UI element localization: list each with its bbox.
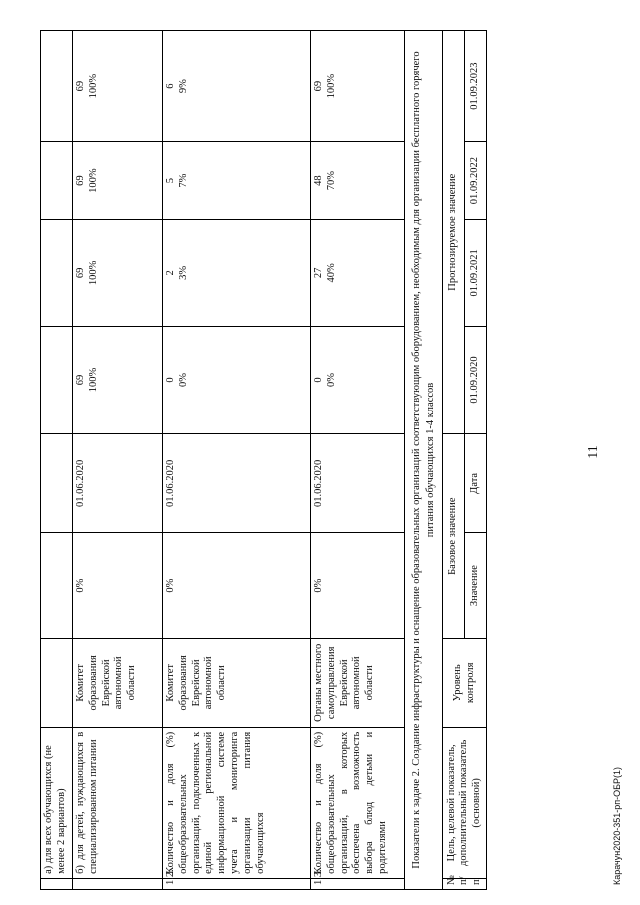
header-forecast-date: 01.09.2020	[465, 326, 487, 434]
row-num: 1.2.	[163, 878, 311, 889]
base-date-cell: 01.06.2020	[163, 434, 311, 533]
base-value-cell	[41, 533, 73, 639]
header-base-value: Значение	[465, 533, 487, 639]
base-value-cell: 0%	[73, 533, 163, 639]
header-row	[443, 31, 465, 890]
base-date-cell: 01.06.2020	[311, 434, 405, 533]
indicator-cell: а) для всех обучающихся (не менее 2 вариантов)	[41, 727, 73, 878]
level-cell: Комитет образования Еврейской автономной области	[163, 638, 311, 727]
value-cell: 69 100%	[311, 31, 405, 142]
value-cell	[41, 326, 73, 434]
base-date-cell	[41, 434, 73, 533]
table-row	[41, 31, 73, 890]
level-cell	[41, 638, 73, 727]
indicators-table	[40, 30, 487, 890]
header-forecast-date: 01.09.2023	[465, 31, 487, 142]
base-value-cell: 0%	[311, 533, 405, 639]
base-value-cell: 0%	[163, 533, 311, 639]
header-forecast-date: 01.09.2021	[465, 219, 487, 326]
value-cell	[41, 142, 73, 220]
task-caption: Показатели к задаче 2. Создание инфраструктуры и оснащение образовательных организаций соответствующим оборудованием, необходимым для организации бесплатного горячего питания обучающихся 1-4 классов	[405, 31, 443, 890]
row-num	[41, 878, 73, 889]
row-num	[73, 878, 163, 889]
value-cell: 48 70%	[311, 142, 405, 220]
header-base: Базовое значение	[443, 434, 465, 638]
table-row	[163, 31, 311, 890]
value-cell	[41, 31, 73, 142]
value-cell: 27 40%	[311, 219, 405, 326]
value-cell: 0 0%	[311, 326, 405, 434]
table-row	[311, 31, 405, 890]
header-num: № п/п	[443, 878, 487, 889]
document-code: Карачун2020-351-рп-ОБР(1)	[612, 766, 622, 885]
value-cell: 69 100%	[73, 31, 163, 142]
value-cell: 2 3%	[163, 219, 311, 326]
value-cell: 69 100%	[73, 142, 163, 220]
task-caption-row	[405, 31, 443, 890]
header-indicator: Цель, целевой показатель, дополнительный показатель (основной)	[443, 727, 487, 878]
value-cell	[41, 219, 73, 326]
indicator-cell: Количество и доля (%) общеобразовательных организаций, подключенных к единой региональной информационной системе учета и мониторинга организации питания обучающихся	[163, 727, 311, 878]
level-cell: Органы местного самоуправления Еврейской автономной области	[311, 638, 405, 727]
value-cell: 5 7%	[163, 142, 311, 220]
indicator-cell: Количество и доля (%) общеобразовательных организаций, в которых обеспечена возможность выбора блюд детьми и родителями	[311, 727, 405, 878]
value-cell: 69 100%	[73, 219, 163, 326]
level-cell: Комитет образования Еврейской автономной области	[73, 638, 163, 727]
header-forecast: Прогнозируемое значение	[443, 31, 465, 434]
header-base-date: Дата	[465, 434, 487, 533]
header-level: Уровень контроля	[443, 638, 487, 727]
row-num: 1.3.	[311, 878, 405, 889]
page-number: 11	[586, 445, 601, 459]
base-date-cell: 01.06.2020	[73, 434, 163, 533]
value-cell: 69 100%	[73, 326, 163, 434]
value-cell: 0 0%	[163, 326, 311, 434]
value-cell: 6 9%	[163, 31, 311, 142]
table-row	[73, 31, 163, 890]
indicator-cell: б) для детей, нуждающихся в специализированном питании	[73, 727, 163, 878]
header-forecast-date: 01.09.2022	[465, 142, 487, 220]
